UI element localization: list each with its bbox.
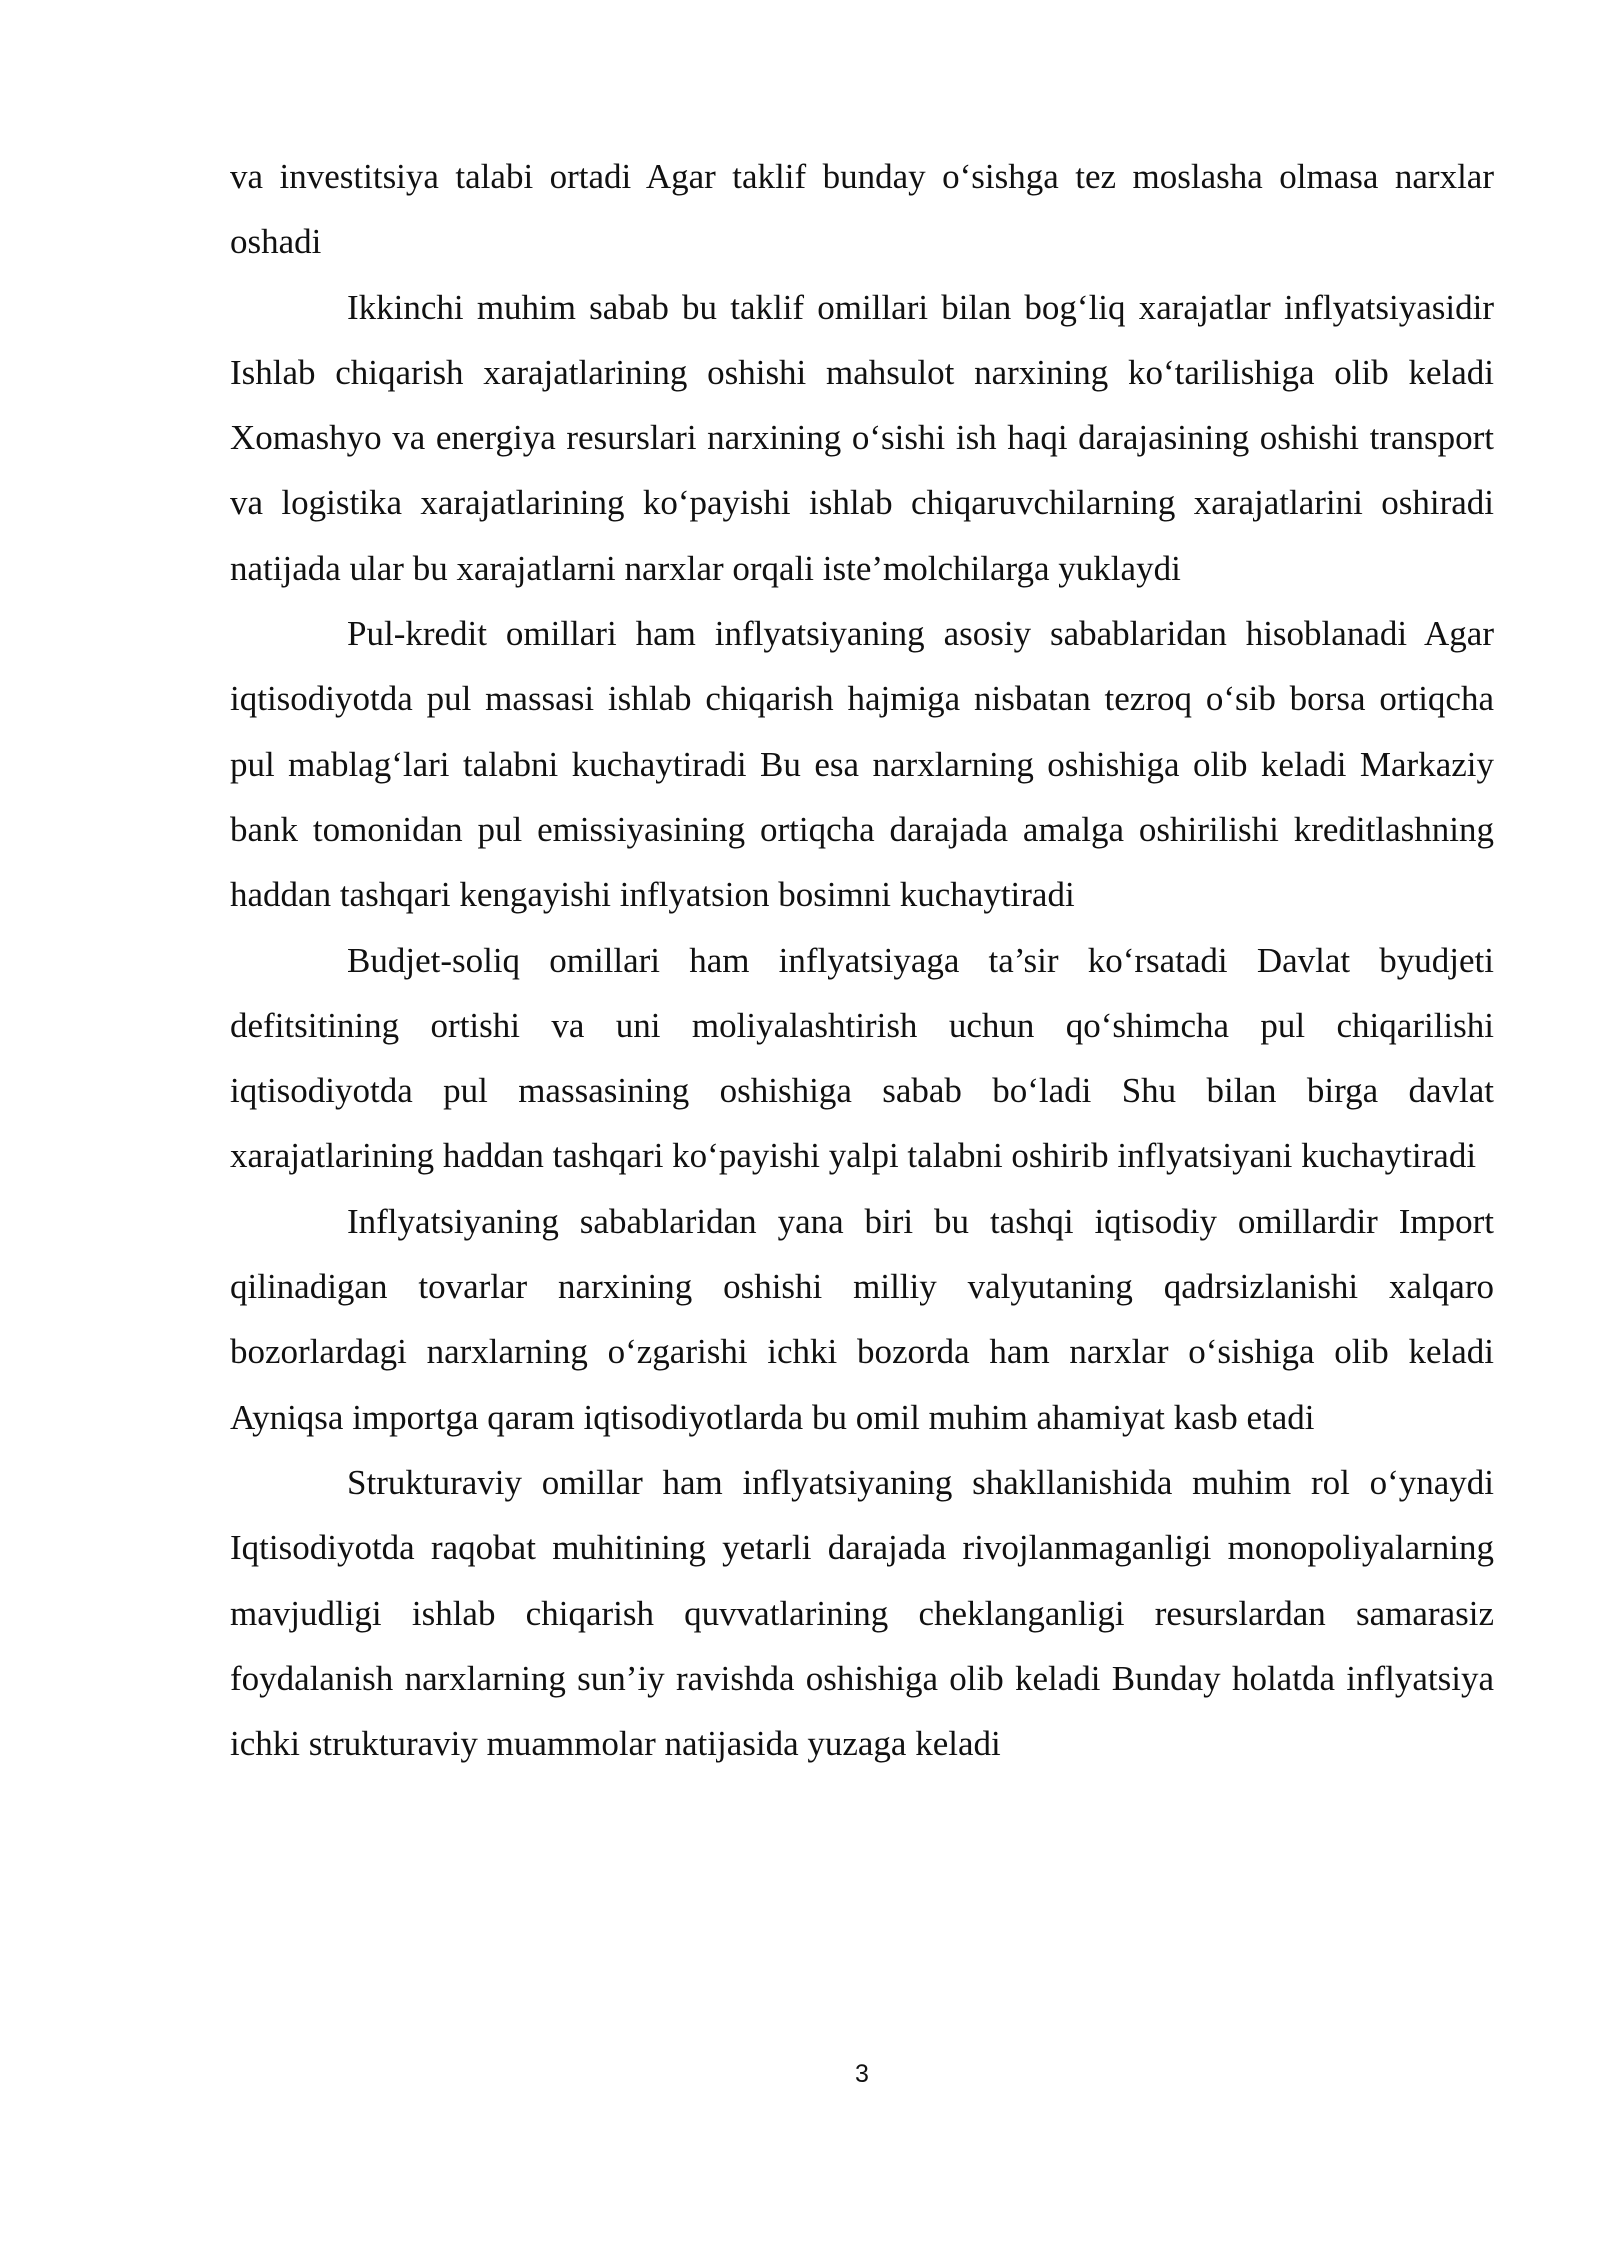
page-number: 3: [855, 2060, 869, 2088]
paragraph-external-factors: Inflyatsiyaning sabablaridan yana biri bu tashqi iqtisodiy omillardir Import qilinadigan tovarlar narxining oshishi milliy valyutaning qadrsizlanishi xalqaro bozorlardagi narxlarning o‘zgarishi ichki bozorda ham narxlar o‘sishiga olib keladi Ayniqsa importga qaram iqtisodiyotlarda bu omil muhim ahamiyat kasb etadi: [230, 1201, 1494, 1437]
paragraph-continuation: va investitsiya talabi ortadi Agar taklif bunday o‘sishga tez moslasha olmasa narxlar oshadi: [230, 157, 1494, 262]
paragraph-fiscal-factors: Budjet-soliq omillari ham inflyatsiyaga ta’sir ko‘rsatadi Davlat byudjeti defitsitining ortishi va uni moliyalashtirish uchun qo‘shimcha pul chiqarilishi iqtisodiyotda pul massasining oshishiga sabab bo‘ladi Shu bilan birga davlat xarajatlarining haddan tashqari ko‘payishi yalpi talabni oshirib inflyatsiyani kuchaytiradi: [230, 940, 1494, 1176]
body-text: [230, 144, 1494, 1776]
paragraph-monetary-factors: Pul-kredit omillari ham inflyatsiyaning asosiy sabablaridan hisoblanadi Agar iqtisodiyotda pul massasi ishlab chiqarish hajmiga nisbatan tezroq o‘sib borsa ortiqcha pul mablag‘lari talabni kuchaytiradi Bu esa narxlarning oshishiga olib keladi Markaziy bank tomonidan pul emissiyasining ortiqcha darajada amalga oshirilishi kreditlashning haddan tashqari kengayishi inflyatsion bosimni kuchaytiradi: [230, 614, 1494, 915]
paragraph-cost-inflation: Ikkinchi muhim sabab bu taklif omillari bilan bog‘liq xarajatlar inflyatsiyasidir Ishlab chiqarish xarajatlarining oshishi mahsulot narxining ko‘tarilishiga olib keladi Xomashyo va energiya resurslari narxining o‘sishi ish haqi darajasining oshishi transport va logistika xarajatlarining ko‘payishi ishlab chiqaruvchilarning xarajatlarini oshiradi natijada ular bu xarajatlarni narxlar orqali iste’molchilarga yuklaydi: [230, 287, 1494, 588]
paragraph-structural-factors: Strukturaviy omillar ham inflyatsiyaning shakllanishida muhim rol o‘ynaydi Iqtisodiyotda raqobat muhitining yetarli darajada rivojlanmaganligi monopoliyalarning mavjudligi ishlab chiqarish quvvatlarining cheklanganligi resurslardan samarasiz foydalanish narxlarning sun’iy ravishda oshishiga olib keladi Bunday holatda inflyatsiya ichki strukturaviy muammolar natijasida yuzaga keladi: [230, 1462, 1494, 1764]
